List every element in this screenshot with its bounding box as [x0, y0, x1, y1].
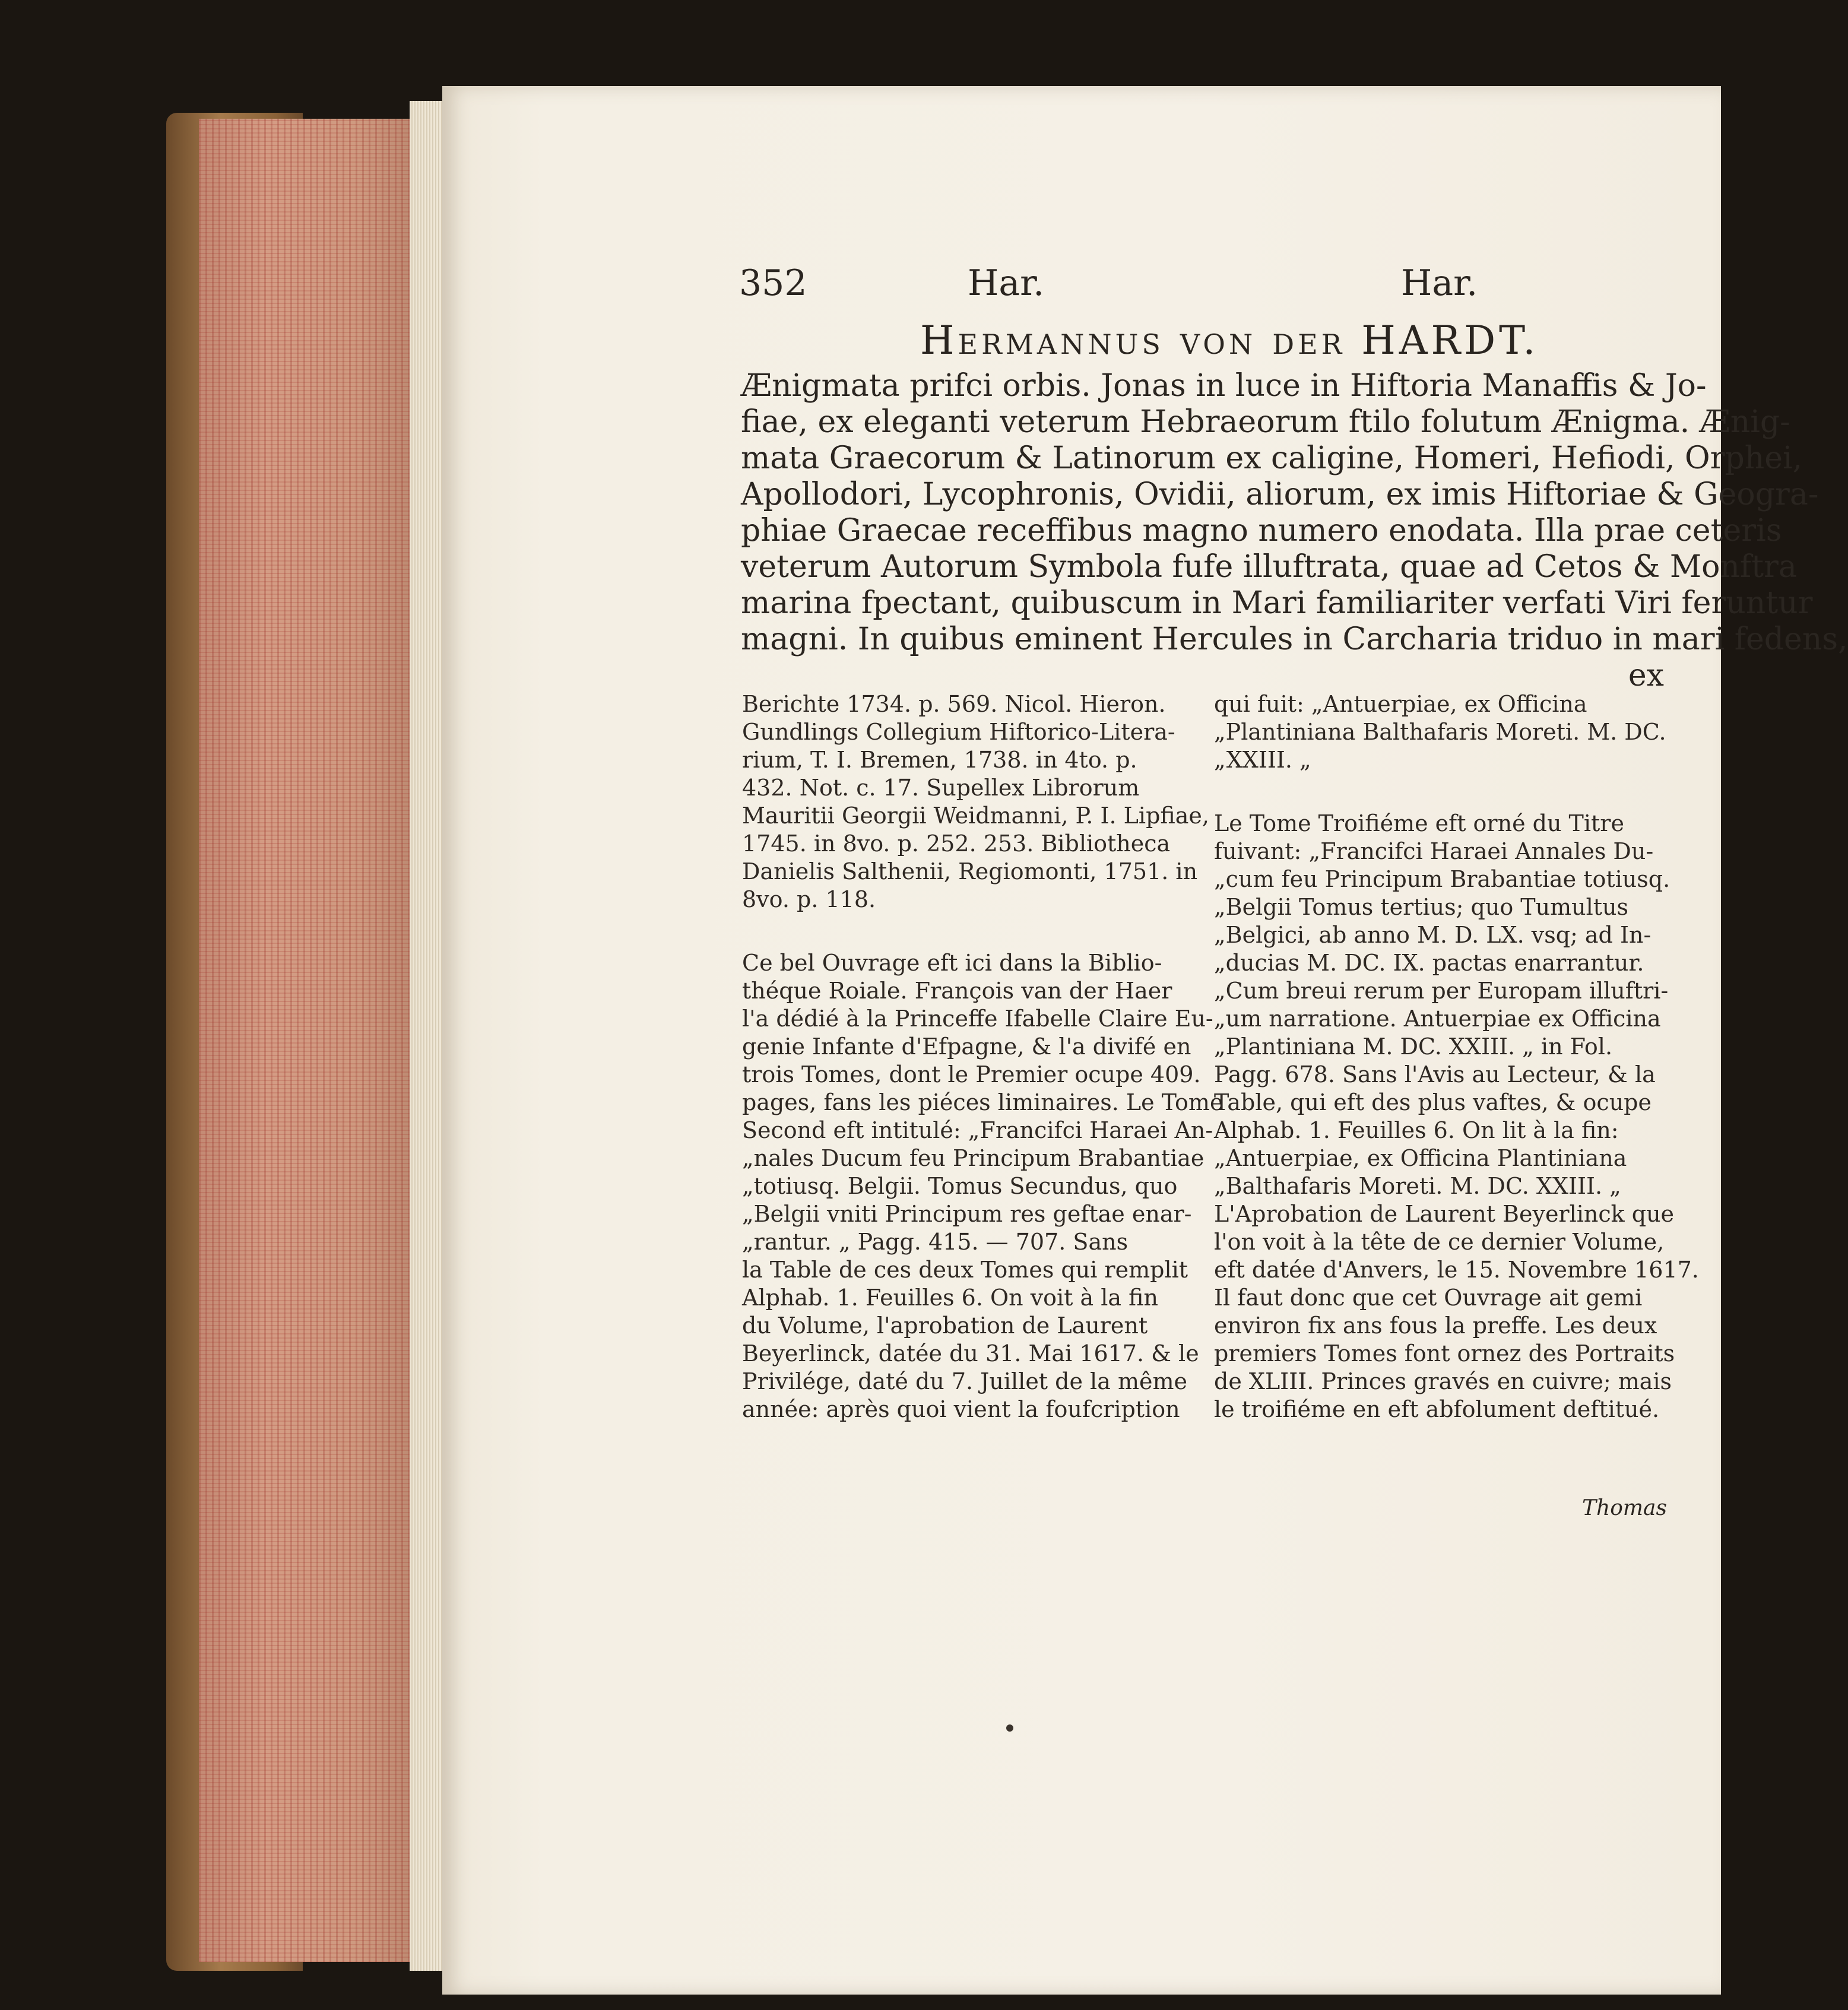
running-head-right: Har.: [1401, 262, 1478, 304]
left-col-line: la Table de ces deux Tomes qui remplit: [742, 1257, 1188, 1283]
right-col-line: „cum feu Principum Brabantiae totiusq.: [1214, 866, 1671, 892]
right-col-line: de XLIII. Princes gravés en cuivre; mais: [1214, 1368, 1672, 1394]
page-number: 352: [739, 262, 807, 304]
paragraph-gap: [742, 914, 1199, 949]
left-col-line: 1745. in 8vo. p. 252. 253. Bibliotheca: [742, 830, 1171, 857]
left-col-line: Danielis Salthenii, Regiomonti, 1751. in: [742, 858, 1198, 884]
main-text-line: marina fpectant, quibuscum in Mari familiariter verfati Viri feruntur: [741, 585, 1813, 621]
ink-dot: [1006, 1724, 1013, 1732]
main-paragraph: [741, 368, 1848, 694]
right-col-line: le troifiéme en eft abfolument deftitué.: [1214, 1396, 1660, 1422]
right-col-line: Pagg. 678. Sans l'Avis au Lecteur, & la: [1214, 1061, 1656, 1088]
right-col-line: environ fix ans fous la preffe. Les deux: [1214, 1312, 1657, 1339]
paragraph-gap: [1214, 774, 1665, 810]
left-col-line: 8vo. p. 118.: [742, 886, 876, 912]
right-col-line: „Plantiniana M. DC. XXIII. „ in Fol.: [1214, 1033, 1613, 1060]
main-text-line: magni. In quibus eminent Hercules in Carcharia triduo in mari fedens,: [741, 622, 1848, 657]
right-col-line: „Plantiniana Balthafaris Moreti. M. DC.: [1214, 719, 1666, 745]
main-catchword: ex: [1628, 658, 1664, 693]
right-col-line: L'Aprobation de Laurent Beyerlinck que: [1214, 1201, 1675, 1227]
left-col-line: l'a dédié à la Princeffe Ifabelle Claire Eu-: [742, 1006, 1213, 1032]
left-col-line: „rantur. „ Pagg. 415. — 707. Sans: [742, 1229, 1129, 1255]
running-head-left: Har.: [968, 262, 1045, 304]
right-col-line: „Belgii Tomus tertius; quo Tumultus: [1214, 894, 1629, 920]
right-col-line: „Antuerpiae, ex Officina Plantiniana: [1214, 1145, 1627, 1171]
right-col-line: „um narratione. Antuerpiae ex Officina: [1214, 1006, 1661, 1032]
left-col-line: théque Roiale. François van der Haer: [742, 978, 1172, 1004]
left-col-line: Privilége, daté du 7. Juillet de la même: [742, 1368, 1187, 1394]
right-col-line: Table, qui eft des plus vaftes, & ocupe: [1214, 1089, 1652, 1115]
left-col-line: du Volume, l'aprobation de Laurent: [742, 1312, 1148, 1339]
page-stack: [410, 101, 445, 1971]
left-col-line: Gundlings Collegium Hiftorico-Litera-: [742, 719, 1175, 745]
left-col-line: pages, fans les piéces liminaires. Le Tome: [742, 1089, 1223, 1115]
left-col-line: rium, T. I. Bremen, 1738. in 4to. p.: [742, 747, 1137, 773]
left-col-line: Alphab. 1. Feuilles 6. On voit à la fin: [742, 1285, 1158, 1311]
right-col-line: Il faut donc que cet Ouvrage ait gemi: [1214, 1285, 1643, 1311]
left-col-line: Beyerlinck, datée du 31. Mai 1617. & le: [742, 1340, 1199, 1367]
right-col-line: premiers Tomes font ornez des Portraits: [1214, 1340, 1675, 1367]
right-col-line: fuivant: „Francifci Haraei Annales Du-: [1214, 838, 1654, 864]
right-col-line: eft datée d'Anvers, le 15. Novembre 1617.: [1214, 1257, 1699, 1283]
right-column: [1214, 690, 1699, 1424]
left-col-line: Ce bel Ouvrage eft ici dans la Biblio-: [742, 950, 1162, 976]
left-column: [742, 690, 1223, 1424]
left-col-line: Mauritii Georgii Weidmanni, P. I. Lipfiae,: [742, 803, 1209, 829]
right-col-line: „Belgici, ab anno M. D. LX. vsq; ad In-: [1214, 922, 1652, 948]
left-col-line: genie Infante d'Efpagne, & l'a divifé en: [742, 1033, 1191, 1060]
right-col-line: Le Tome Troifiéme eft orné du Titre: [1214, 810, 1624, 836]
left-col-line: Second eft intitulé: „Francifci Haraei An-: [742, 1117, 1213, 1143]
main-text-line: fiae, ex eleganti veterum Hebraeorum ftilo folutum Ænigma. Ænig-: [741, 404, 1790, 440]
right-col-line: „Balthafaris Moreti. M. DC. XXIII. „: [1214, 1173, 1621, 1199]
left-col-line: année: après quoi vient la foufcription: [742, 1396, 1180, 1422]
left-col-line: „Belgii vniti Principum res geftae enar-: [742, 1201, 1192, 1227]
left-col-line: Berichte 1734. p. 569. Nicol. Hieron.: [742, 691, 1166, 717]
right-col-line: „ducias M. DC. IX. pactas enarrantur.: [1214, 950, 1644, 976]
main-text-line: Apollodori, Lycophronis, Ovidii, aliorum, ex imis Hiftoriae & Geogra-: [741, 477, 1819, 512]
entry-heading: Hermannus von der HARDT.: [920, 318, 1539, 363]
left-col-line: „nales Ducum feu Principum Brabantiae: [742, 1145, 1204, 1171]
right-col-line: Alphab. 1. Feuilles 6. On lit à la fin:: [1214, 1117, 1619, 1143]
main-text-line: mata Graecorum & Latinorum ex caligine, Homeri, Hefiodi, Orphei,: [741, 440, 1803, 476]
main-text-line: veterum Autorum Symbola fufe illuftrata, quae ad Cetos & Monftra: [741, 549, 1797, 585]
catchword: Thomas: [1582, 1496, 1667, 1520]
right-col-line: „Cum breui rerum per Europam illuftri-: [1214, 978, 1669, 1004]
left-col-line: „totiusq. Belgii. Tomus Secundus, quo: [742, 1173, 1178, 1199]
main-text-line: phiae Graecae receffibus magno numero enodata. Illa prae ceteris: [741, 513, 1782, 549]
left-col-line: 432. Not. c. 17. Supellex Librorum: [742, 775, 1140, 801]
right-col-line: „XXIII. „: [1214, 747, 1311, 773]
left-col-line: trois Tomes, dont le Premier ocupe 409.: [742, 1061, 1201, 1088]
right-col-line: qui fuit: „Antuerpiae, ex Officina: [1214, 691, 1587, 717]
sprinkled-page-edges: [199, 119, 424, 1962]
right-col-line: l'on voit à la tête de ce dernier Volume,: [1214, 1229, 1665, 1255]
main-text-line: Ænigmata prifci orbis. Jonas in luce in Hiftoria Manaffis & Jo-: [741, 368, 1707, 404]
